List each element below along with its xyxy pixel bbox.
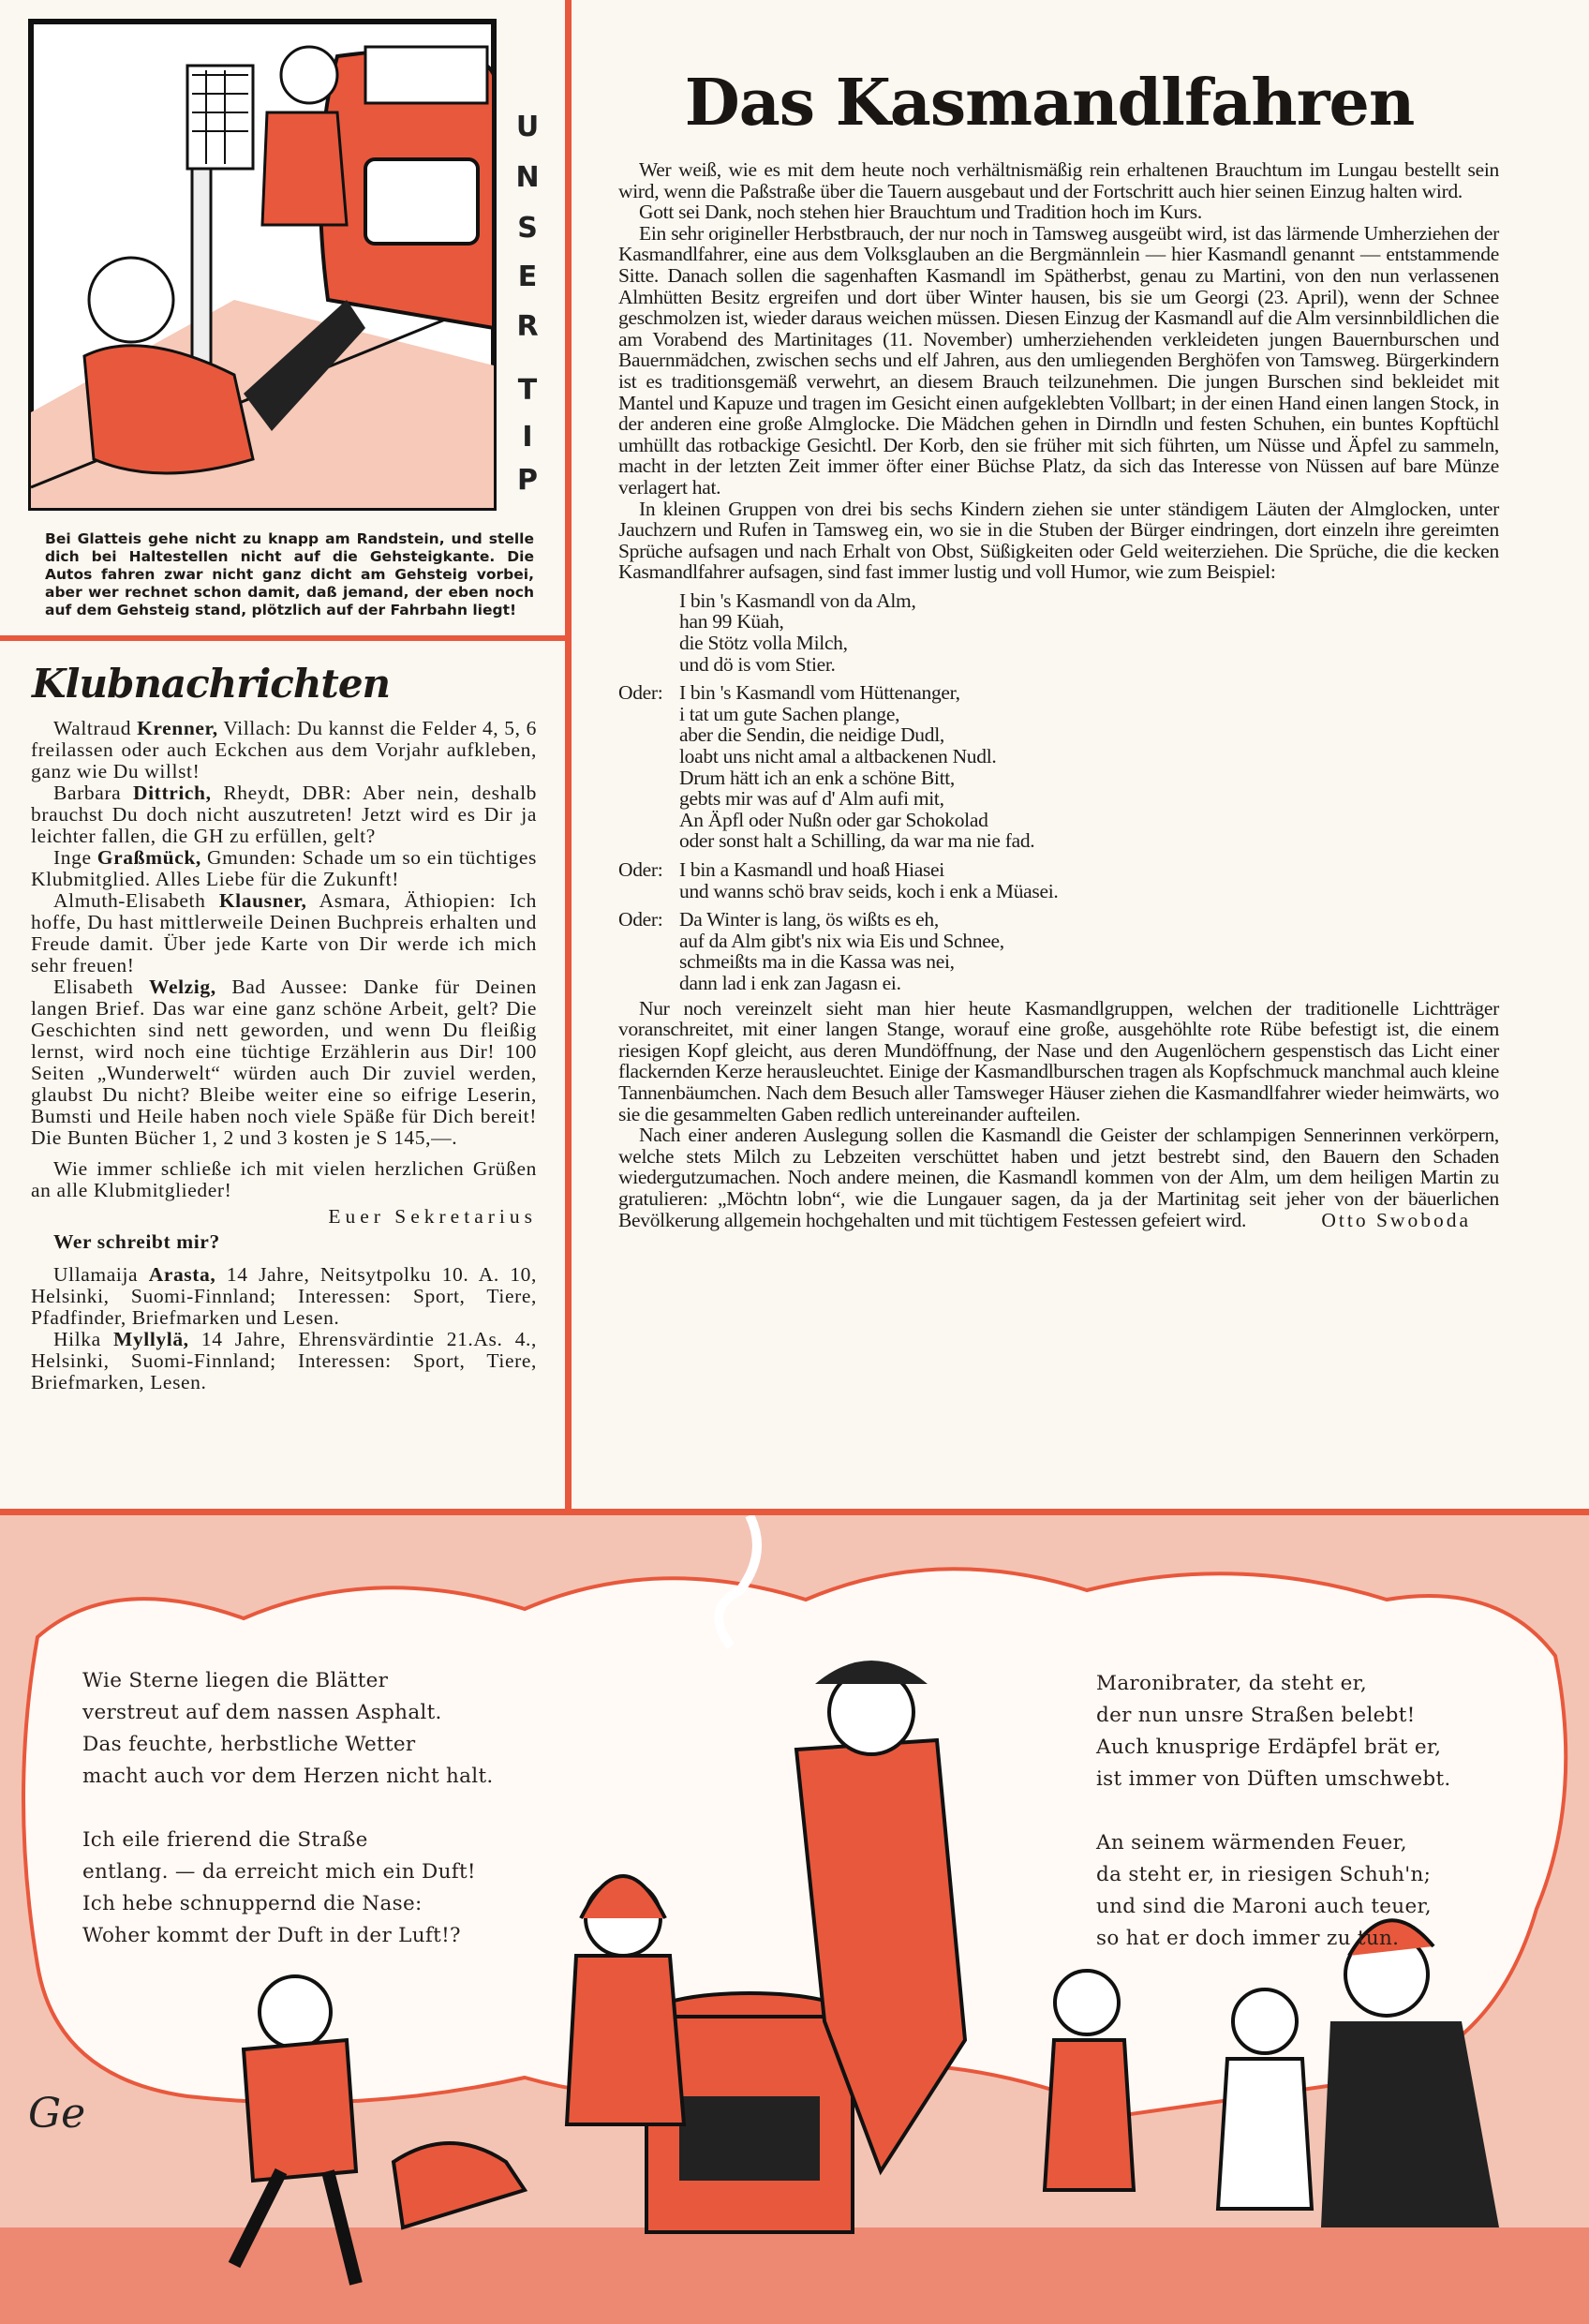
poem-line: so hat er doch immer zu tun. xyxy=(1096,1927,1400,1950)
verse-line: han 99 Küah, xyxy=(679,610,784,633)
entry-surname: Arasta, xyxy=(148,1263,216,1286)
poem-line: Das feuchte, herbstliche Wetter xyxy=(82,1733,416,1756)
verse xyxy=(618,859,1499,901)
verse-line: I bin a Kasmandl und hoaß Hiasei xyxy=(679,858,944,881)
article-title: Das Kasmandlfahren xyxy=(684,66,1415,141)
verse-label: Oder: xyxy=(618,681,663,705)
poem-line: Ich eile frierend die Straße xyxy=(82,1828,368,1852)
klub-entry xyxy=(31,718,537,782)
poem-line: Auch knusprige Erdäpfel brät er, xyxy=(1096,1736,1442,1759)
tip-heading-letter: I xyxy=(522,421,533,454)
tip-heading-letter: S xyxy=(517,212,538,245)
verse-line: die Stötz volla Milch, xyxy=(679,632,848,655)
klub-entry xyxy=(31,782,537,847)
entry-text: Gmunden: Schade um so ein tüchtiges Klubmitglied. Alles Liebe für die Zukunft! xyxy=(31,846,538,890)
klub-heading: Klubnachrichten xyxy=(32,661,391,707)
entry-text: Villach: Du kannst die Felder 4, 5, 6 freilassen oder auch Eckchen aus dem Vorjahr aufkleben, ganz wie Du willst! xyxy=(31,717,537,782)
verse-label: Oder: xyxy=(618,858,663,881)
pen-pal-entry xyxy=(31,1329,537,1393)
entry-first-name: Hilka xyxy=(53,1328,113,1350)
poem-line: und sind die Maroni auch teuer, xyxy=(1096,1895,1432,1918)
poem-right xyxy=(1096,1668,1451,1987)
section-divider xyxy=(0,1509,1589,1515)
poem-line: entlang. — da erreicht mich ein Duft! xyxy=(82,1860,476,1884)
entry-surname: Graßmück, xyxy=(97,846,201,869)
entry-text: 14 Jahre, Ehrensvärdintie 21.As. 4., Helsinki, Suomi-Finnland; Interessen: Sport, Tiere, Briefmarken, Lesen. xyxy=(31,1328,537,1393)
entry-first-name: Waltraud xyxy=(53,717,138,739)
poem-stanza xyxy=(1096,1668,1451,1795)
poem-line: ist immer von Düften umschwebt. xyxy=(1096,1767,1451,1791)
tip-cartoon-illustration xyxy=(28,19,497,511)
poem-line: da steht er, in riesigen Schuh'n; xyxy=(1096,1863,1432,1886)
poem-line: macht auch vor dem Herzen nicht halt. xyxy=(82,1765,494,1788)
entry-text: Rheydt, DBR: Aber nein, deshalb brauchst Du doch nicht auszutreten! Jetzt wird es Dir ja leichter fallen, die GH zu erfüllen, gelt? xyxy=(31,782,537,847)
verse xyxy=(618,590,1499,675)
entry-first-name: Almuth-Elisabeth xyxy=(53,889,219,912)
klub-signature: Euer Sekretarius xyxy=(328,1205,537,1228)
tip-heading-letter: T xyxy=(517,374,538,407)
poem-stanza xyxy=(82,1825,494,1952)
verse-line: gebts mir was auf d' Alm aufi mit, xyxy=(679,787,944,811)
poem-line: Woher kommt der Duft in der Luft!? xyxy=(82,1924,461,1947)
entry-surname: Dittrich, xyxy=(132,782,212,804)
verse-line: oder sonst halt a Schilling, da war ma nie fad. xyxy=(679,829,1035,853)
verse-line: Drum hätt ich an enk a schöne Bitt, xyxy=(679,766,956,789)
poem-line: verstreut auf dem nassen Asphalt. xyxy=(82,1701,442,1724)
verse-line: Da Winter is lang, ös wißts es eh, xyxy=(679,908,939,931)
article-paragraph: Wer weiß, wie es mit dem heute noch verhältnismäßig rein erhaltenen Brauchtum im Lungau bestellt sein wird, wenn die Paßstraße über die Tauern ausgebaut und der Fortschritt auch hier seinen Einzug halten wird. xyxy=(618,158,1499,202)
poem-line: der nun unsre Straßen belebt! xyxy=(1096,1704,1416,1727)
entry-surname: Myllylä, xyxy=(113,1328,189,1350)
entry-first-name: Inge xyxy=(53,846,97,869)
article-paragraph: In kleinen Gruppen von drei bis sechs Kindern ziehen sie unter ständigem Läuten der Almglocken, unter Jauchzern und Rufen in Tamsweg ein, wo sie in die Stuben der Bürger eindringen, dort einzeln ihre gereimten Sprüche aufsagen und nach Erhalt von Obst, Süßigkeiten oder Geld weiterziehen. Die Sprüche, die die kecken Kasmandlfahrer aufsagen, sind fast immer lustig und voll Humor, wie zum Beispiel: xyxy=(618,497,1499,584)
poem-stanza xyxy=(82,1665,494,1793)
entry-text: Asmara, Äthiopien: Ich hoffe, Du hast mittlerweile Deinen Buchpreis erhalten und Freude damit. Über jede Karte von Dir werde ich mich sehr freuen! xyxy=(31,889,537,976)
verse-line: loabt uns nicht amal a altbackenen Nudl. xyxy=(679,745,997,768)
tip-heading-letter: N xyxy=(515,161,540,194)
verse-line: An Äpfl oder Nußn oder gar Schokolad xyxy=(679,808,988,831)
klub-entry xyxy=(31,976,537,1149)
verse-line: I bin 's Kasmandl von da Alm, xyxy=(679,588,916,612)
klub-entry xyxy=(31,847,537,890)
verse-line: auf da Alm gibt's nix wia Eis und Schnee, xyxy=(679,929,1004,952)
tip-heading-letter: E xyxy=(517,261,538,293)
poem-left xyxy=(82,1665,494,1984)
entry-surname: Krenner, xyxy=(137,717,218,739)
tip-caption: Bei Glatteis gehe nicht zu knapp am Randstein, und stelle dich bei Haltestellen nicht auf die Gehsteigkante. Die Autos fahren zwar nicht ganz dicht am Gehsteig vorbei, aber wer rechnet schon damit, daß jemand, der eben noch auf dem Gehsteig stand, plötzlich auf der Fahrbahn liegt! xyxy=(45,530,534,618)
verse-line: schmeißts ma in die Kassa was nei, xyxy=(679,950,955,974)
poem-stanza xyxy=(1096,1827,1451,1955)
verse xyxy=(618,682,1499,852)
entry-surname: Welzig, xyxy=(149,976,216,998)
verse-line: i tat um gute Sachen plange, xyxy=(679,702,900,725)
entry-first-name: Barbara xyxy=(53,782,133,804)
article-paragraph: Nach einer anderen Auslegung sollen die Kasmandl die Geister der schlampigen Sennerinnen verkörpern, welche stets Milch zu Lebzeiten verschüttet haben und jetzt bestrebt sind, den Bauern den Schaden wiedergutzumachen. Noch andere meinen, die Kasmandl kommen von der Alm, um dem heiligen Martin zu gratulieren: „Möchtn lobn“, wie die Lungauer sagen, da ja der Martinitag seit jeher von der bäuerlichen Bevölkerung allgemein hochgehalten und mit tüchtigem Festessen gefeiert wird. xyxy=(618,1124,1499,1231)
article-paragraph: Ein sehr origineller Herbstbrauch, der nur noch in Tamsweg ausgeübt wird, ist das lärmende Umherziehen der Kasmandlfahrer, eine aus dem Volksglauben an die Bergmännlein — hier Kasmandl genannt — entstammende Sitte. Danach sollen die sagenhaften Kasmandl im Spätherbst, genau zu Martini, von den nun verlassenen Almhütten Besitz ergreifen und dort über Winter hausen, bis sie um Georgi (23. April), wenn der Schnee geschmolzen ist, wieder daraus weichen müssen. Diesen Einzug der Kasmandl auf die Alm versinnbildlichen die am Vorabend des Martinitages (11. November) umherziehenden verkleideten jungen Bauernburschen und Bauernmädchen, zwischen sechs und elf Jahren, aus den umliegenden Berghöfen von Tamsweg. Bürgerkindern ist es traditionsgemäß verwehrt, an diesem Brauch teilzunehmen. Die jungen Burschen sind bekleidet mit Mantel und Kapuze und tragen im Gesicht einen aufgeklebten Vollbart; in der einen Hand einen langen Stock, in der anderen eine große Almglocke. Die Mädchen gehen in Dirndln und festen Schuhen, ein buntes Kopftüchl umhüllt das rotbackige Gesichtl. Der Korb, den sie früher mit sich führten, um Nüsse und Äpfel zu sammeln, macht in der letzten Zeit immer öfter einer Büchse Platz, da sich das Interesse von Nüssen auf bare Münze verlagert hat. xyxy=(618,221,1499,499)
entry-text: Bad Aussee: Danke für Deinen langen Brief. Das war eine ganz schöne Arbeit, gelt? Die Geschichten sind nett geworden, und wenn Du fleißig lernst, wird noch eine tüchtige Erzählerin aus Dir! 100 Seiten „Wunderwelt“ würden auch Dir zuviel werden, glaubst Du nicht? Bleibe weiter eine so eifrige Leserin, Bumsti und Heile haben noch viele Späße für Dich bereit! Die Bunten Bücher 1, 2 und 3 kosten je S 145,—. xyxy=(31,976,537,1149)
entry-text: 14 Jahre, Neitsytpolku 10. A. 10, Helsinki, Suomi-Finnland; Interessen: Sport, Tiere, Pfadfinder, Briefmarken und Lesen. xyxy=(31,1263,537,1329)
artist-signature: Ge xyxy=(28,2090,86,2138)
entry-surname: Klausner, xyxy=(218,889,307,912)
tip-heading-letter: P xyxy=(517,464,538,497)
article-paragraph: Gott sei Dank, noch stehen hier Brauchtum und Tradition hoch im Kurs. xyxy=(639,201,1202,224)
verse-line: I bin 's Kasmandl vom Hüttenanger, xyxy=(679,681,960,705)
article-body xyxy=(618,159,1499,1231)
verse-line: und wanns schö brav seids, koch i enk a Müasei. xyxy=(679,879,1059,902)
poem-line: Maronibrater, da steht er, xyxy=(1096,1672,1367,1695)
poem-line: An seinem wärmenden Feuer, xyxy=(1096,1831,1407,1855)
article-paragraph: Nur noch vereinzelt sieht man hier heute Kasmandlgruppen, welchen der traditionelle Lichtträger voranschreitet, mit einer langen Stange, worauf eine große, ausgehöhlte rote Rübe befestigt ist, die einem riesigen Kopf gleicht, aus deren Mundöffnung, der Nase und den Augenlöchern gespenstisch das Licht einer flackernden Kerze herausleuchtet. Einige der Kasmandlburschen tragen als Kopfschmuck manchmal auch kleine Tannenbäumchen. Nach dem Besuch aller Tamsweger Häuser ziehen die Kasmandlfahrer wieder heimwärts, wo sie die gesammelten Gaben redlich untereinander aufteilen. xyxy=(618,996,1499,1125)
klub-section xyxy=(31,718,537,1393)
verse-line: und dö is vom Stier. xyxy=(679,652,836,676)
entry-first-name: Ullamaija xyxy=(53,1263,149,1286)
pen-pals-heading: Wer schreibt mir? xyxy=(53,1230,220,1253)
verse-line: dann lad i enk zan Jagasn ei. xyxy=(679,971,901,994)
klub-closing: Wie immer schließe ich mit vielen herzlichen Grüßen an alle Klubmitglieder! xyxy=(31,1157,537,1201)
tip-heading-letter: R xyxy=(516,310,539,343)
pen-pal-entry xyxy=(31,1264,537,1329)
verse-line: aber die Sendin, die neidige Dudl, xyxy=(679,723,944,747)
verse xyxy=(618,909,1499,993)
column-divider-left xyxy=(0,635,565,641)
entry-first-name: Elisabeth xyxy=(53,976,150,998)
poem-line: Ich hebe schnuppernd die Nase: xyxy=(82,1892,423,1915)
klub-entry xyxy=(31,890,537,976)
poem-line: Wie Sterne liegen die Blätter xyxy=(82,1669,389,1692)
tip-heading-letter: U xyxy=(515,111,540,143)
article-author: Otto Swoboda xyxy=(1321,1209,1471,1232)
column-divider-vertical xyxy=(565,0,572,1511)
verse-label: Oder: xyxy=(618,908,663,931)
